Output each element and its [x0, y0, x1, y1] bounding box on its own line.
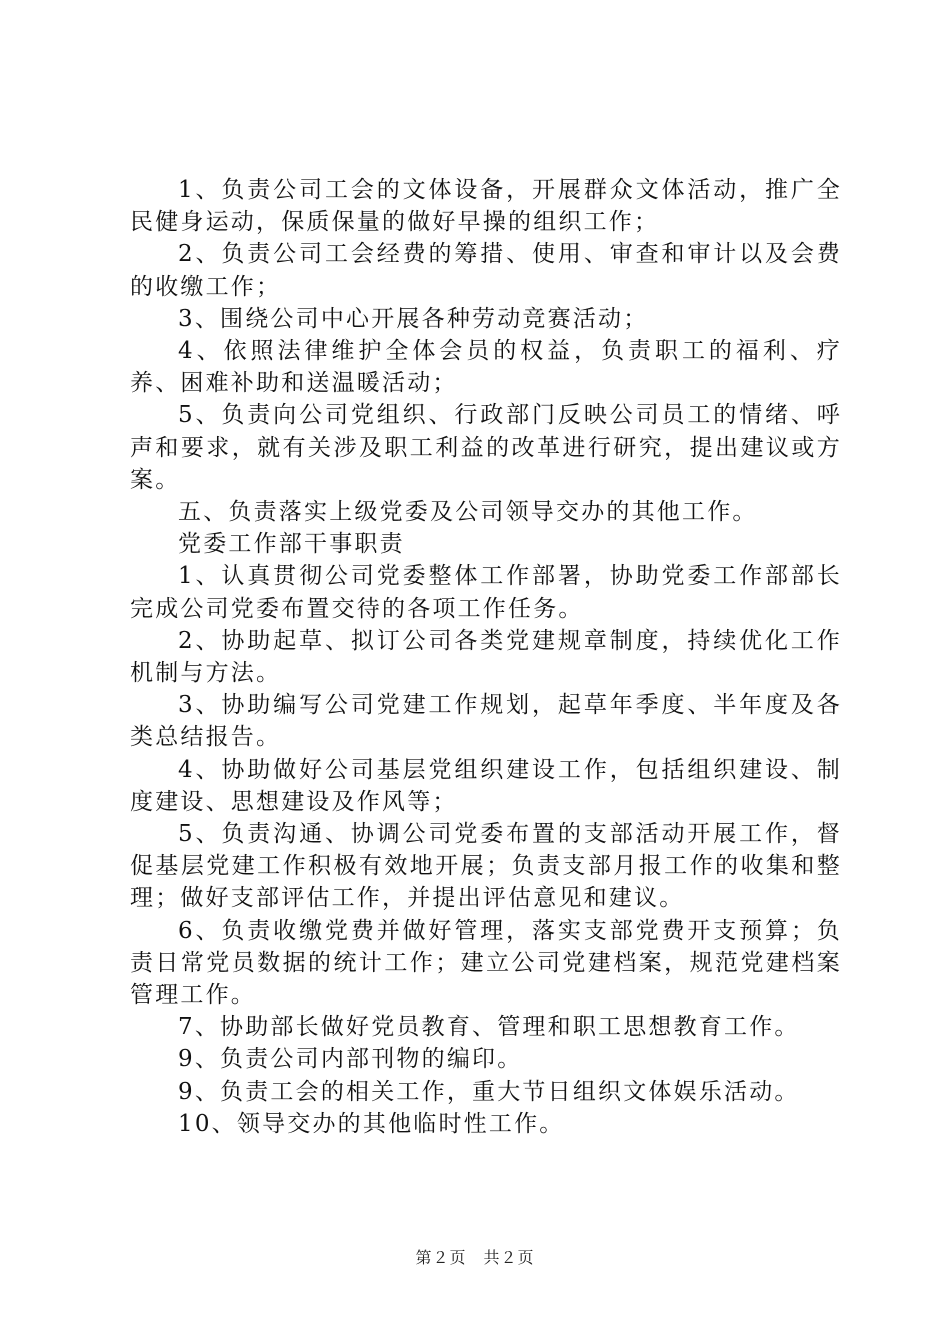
paragraph: 4、协助做好公司基层党组织建设工作，包括组织建设、制度建设、思想建设及作风等；	[130, 756, 842, 815]
paragraph: 3、围绕公司中心开展各种劳动竞赛活动；	[178, 305, 649, 332]
paragraph: 9、负责工会的相关工作，重大节日组织文体娱乐活动。	[178, 1078, 800, 1105]
paragraph: 9、负责公司内部刊物的编印。	[178, 1046, 523, 1073]
paragraph: 五、负责落实上级党委及公司领导交办的其他工作。	[178, 499, 758, 526]
paragraph: 2、负责公司工会经费的筹措、使用、审查和审计以及会费的收缴工作；	[130, 241, 842, 300]
paragraph: 10、领导交办的其他临时性工作。	[178, 1110, 565, 1137]
paragraph: 5、负责沟通、协调公司党委布置的支部活动开展工作，督促基层党建工作积极有效地开展；负责支部月报工作的收集和整理；做好支部评估工作，并提出评估意见和建议。	[130, 821, 842, 912]
paragraph: 4、依照法律维护全体会员的权益，负责职工的福利、疗养、困难补助和送温暖活动；	[130, 338, 842, 397]
page-footer: 第２页 共２页	[415, 1248, 535, 1267]
paragraph: 2、协助起草、拟订公司各类党建规章制度，持续优化工作机制与方法。	[130, 627, 842, 687]
paragraph: 7、协助部长做好党员教育、管理和职工思想教育工作。	[178, 1014, 800, 1041]
paragraph: 1、认真贯彻公司党委整体工作部署，协助党委工作部部长完成公司党委布置交待的各项工作任务。	[130, 563, 842, 622]
paragraph: 3、协助编写公司党建工作规划，起草年季度、半年度及各类总结报告。	[130, 692, 842, 751]
paragraph: 5、负责向公司党组织、行政部门反映公司员工的情绪、呼声和要求，就有关涉及职工利益的改革进行研究，提出建议或方案。	[130, 402, 842, 493]
paragraph: 6、负责收缴党费并做好管理，落实支部党费开支预算；负责日常党员数据的统计工作；建立公司党建档案，规范党建档案管理工作。	[130, 917, 842, 1009]
paragraph: 1、负责公司工会的文体设备，开展群众文体活动，推广全民健身运动，保质保量的做好早操的组织工作；	[130, 177, 842, 236]
section-heading: 党委工作部干事职责	[178, 531, 405, 558]
document-body	[130, 174, 842, 1140]
